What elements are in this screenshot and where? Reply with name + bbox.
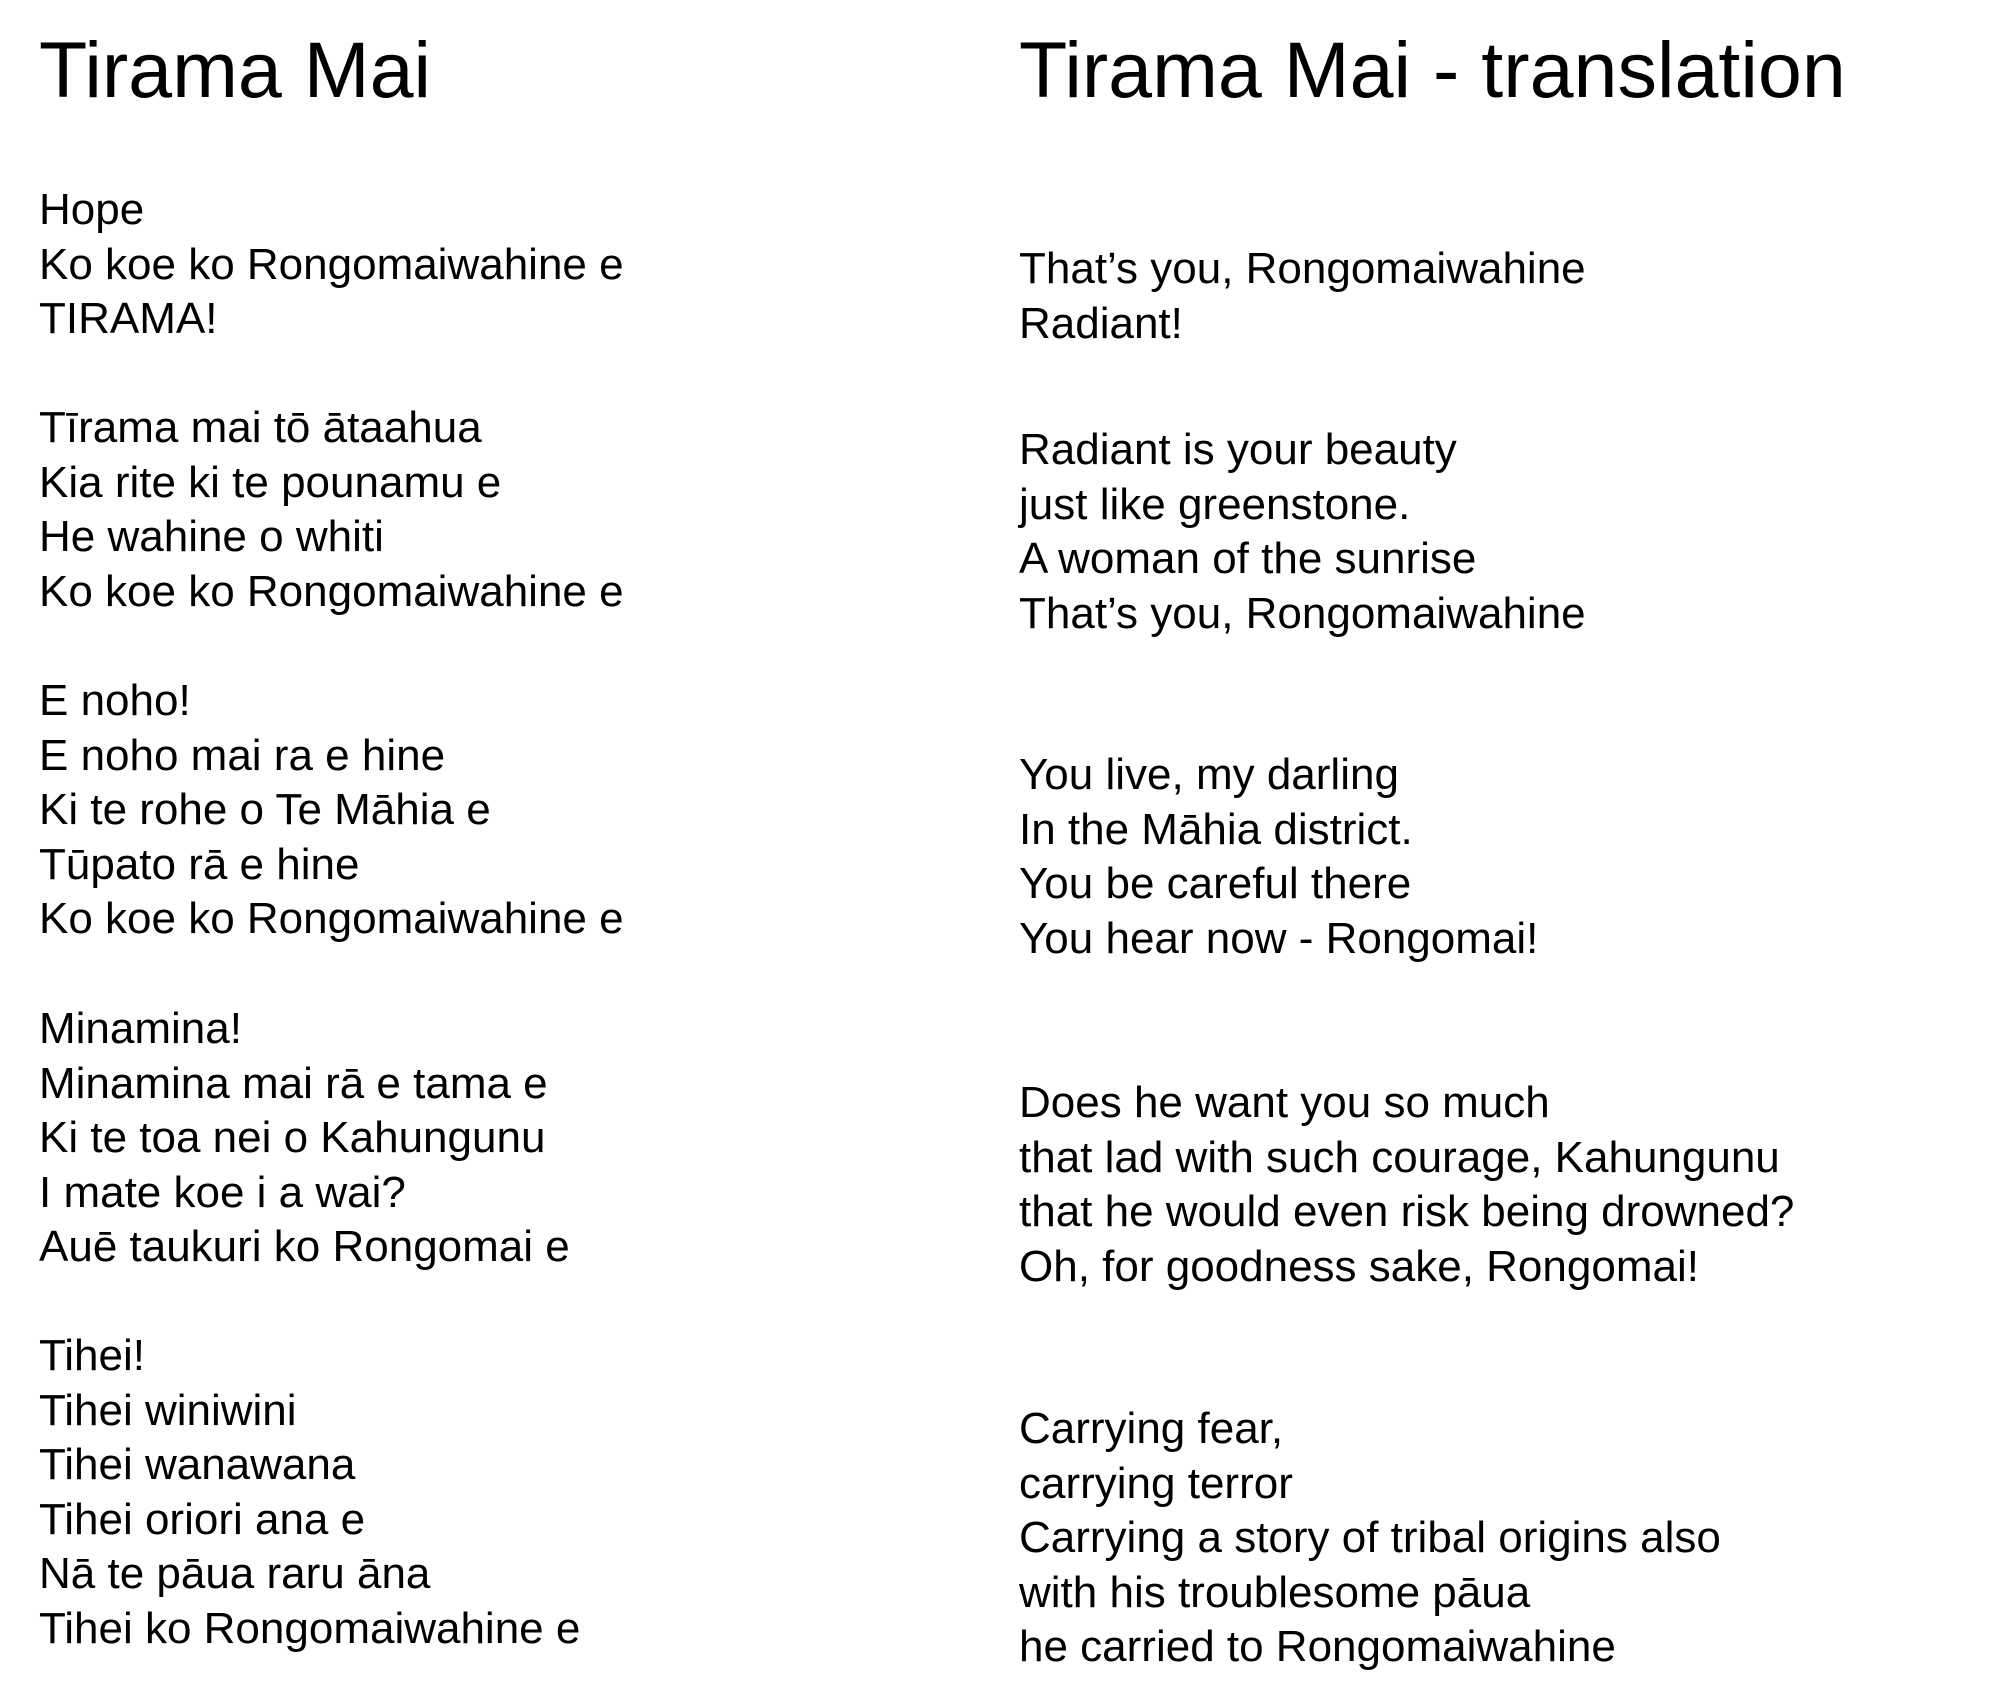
translation-line: You be careful there: [1019, 859, 1412, 908]
original-stanza-3: [39, 674, 624, 947]
translation-line: You live, my darling: [1019, 750, 1399, 799]
original-line: Ko koe ko Rongomaiwahine e: [39, 894, 624, 943]
original-line: Tihei!: [39, 1331, 145, 1380]
original-line: Minamina mai rā e tama e: [39, 1058, 548, 1108]
original-line: Ko koe ko Rongomaiwahine e: [39, 566, 624, 616]
translation-line: You hear now - Rongomai!: [1019, 913, 1539, 963]
original-stanza-1: [39, 183, 624, 347]
translation-line: Carrying fear,: [1019, 1404, 1284, 1453]
translation-line: That’s you, Rongomaiwahine: [1019, 244, 1586, 293]
translation-title: Tirama Mai - translation: [1019, 25, 1846, 114]
translation-line: In the Māhia district.: [1019, 804, 1413, 854]
original-line: E noho!: [39, 676, 191, 725]
translation-stanza-1: [1019, 242, 1586, 351]
original-line: Nā te pāua raru āna: [39, 1549, 431, 1598]
original-stanza-2: [39, 401, 624, 619]
original-line: Tīrama mai tō ātaahua: [39, 403, 482, 452]
translation-line: just like greenstone.: [1019, 479, 1411, 529]
translation-line: Radiant!: [1019, 298, 1183, 348]
translation-stanza-5: [1019, 1402, 1721, 1675]
original-line: Tihei oriori ana e: [39, 1494, 366, 1544]
original-line: Tihei ko Rongomaiwahine e: [39, 1603, 581, 1653]
original-title: Tirama Mai: [39, 25, 432, 114]
original-line: Tihei wanawana: [39, 1440, 356, 1489]
original-line: Hope: [39, 185, 145, 234]
original-line: I mate koe i a wai?: [39, 1167, 406, 1217]
original-line: E noho mai ra e hine: [39, 730, 446, 780]
translation-line: Carrying a story of tribal origins also: [1019, 1513, 1721, 1562]
original-line: Tūpato rā e hine: [39, 839, 360, 889]
translation-line: Oh, for goodness sake, Rongomai!: [1019, 1241, 1699, 1291]
original-line: Tihei winiwini: [39, 1385, 297, 1435]
translation-line: he carried to Rongomaiwahine: [1019, 1622, 1616, 1671]
translation-line: Does he want you so much: [1019, 1078, 1550, 1127]
translation-line: Radiant is your beauty: [1019, 425, 1457, 474]
original-stanza-4: [39, 1002, 570, 1275]
original-line: He wahine o whiti: [39, 512, 384, 561]
original-line: TIRAMA!: [39, 294, 218, 343]
translation-stanza-3: [1019, 748, 1538, 966]
original-line: Ki te toa nei o Kahungunu: [39, 1113, 546, 1162]
original-stanza-5: [39, 1329, 580, 1656]
original-line: Ko koe ko Rongomaiwahine e: [39, 239, 624, 289]
original-line: Ki te rohe o Te Māhia e: [39, 785, 491, 834]
translation-stanza-2: [1019, 423, 1586, 641]
translation-line: That’s you, Rongomaiwahine: [1019, 588, 1586, 638]
original-line: Kia rite ki te pounamu e: [39, 457, 502, 507]
original-line: Auē taukuri ko Rongomai e: [39, 1222, 570, 1271]
translation-line: that he would even risk being drowned?: [1019, 1187, 1795, 1236]
translation-line: A woman of the sunrise: [1019, 534, 1477, 583]
original-line: Minamina!: [39, 1004, 242, 1053]
translation-line: with his troublesome pāua: [1019, 1567, 1531, 1617]
translation-stanza-4: [1019, 1076, 1794, 1294]
translation-line: that lad with such courage, Kahungunu: [1019, 1132, 1780, 1182]
translation-line: carrying terror: [1019, 1458, 1293, 1508]
